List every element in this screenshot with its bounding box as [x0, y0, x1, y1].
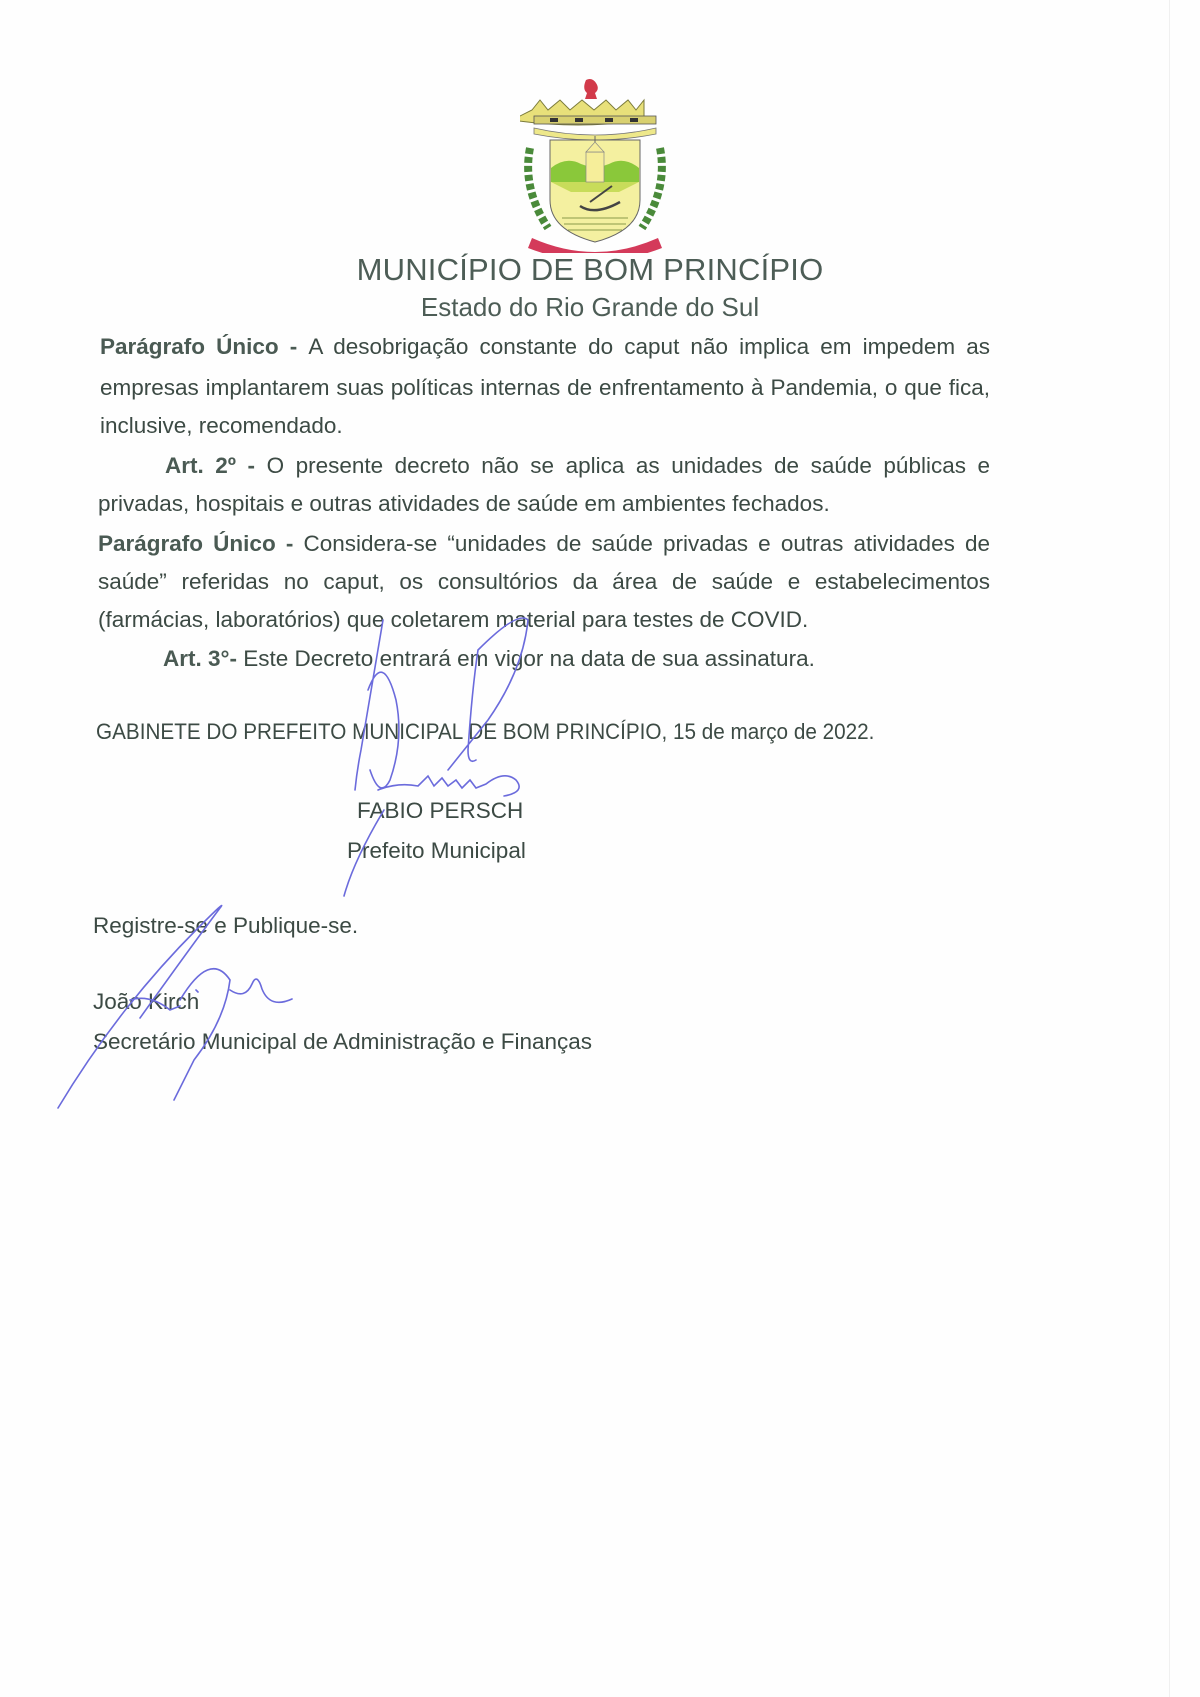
article-2-line-1: Art. 2º - O presente decreto não se aplica as unidades de saúde públicas e	[165, 453, 991, 478]
paragraph-unico-1-line-2: empresas implantarem suas políticas internas de enfrentamento à Pandemia, o que fica,	[100, 375, 990, 400]
paragraph-unico-2-line-2: saúde” referidas no caput, os consultórios da área de saúde e estabelecimentos	[98, 569, 990, 594]
secretary-name: João Kirch	[93, 989, 200, 1014]
paragraph-label: Parágrafo Único	[100, 334, 279, 359]
article-3: Art. 3°- Este Decreto entrará em vigor na data de sua assinatura.	[163, 646, 815, 671]
coat-of-arms-icon	[520, 78, 670, 253]
mayor-role: Prefeito Municipal	[347, 838, 526, 863]
paragraph-label: Parágrafo Único	[98, 531, 276, 556]
state-subtitle: Estado do Rio Grande do Sul	[420, 292, 760, 322]
location-date: GABINETE DO PREFEITO MUNICIPAL DE BOM PRINCÍPIO, 15 de março de 2022.	[96, 719, 875, 744]
paragraph-unico-2-line-1: Parágrafo Único - Considera-se “unidades de saúde privadas e outras atividades de	[98, 531, 990, 556]
registration-text: Registre-se e Publique-se.	[93, 913, 359, 938]
article-label: Art. 2º	[165, 453, 237, 478]
paragraph-unico-2-line-3: (farmácias, laboratórios) que coletarem material para testes de COVID.	[98, 607, 809, 632]
paragraph-unico-1-line-1: Parágrafo Único - A desobrigação constante do caput não implica em impedem as	[100, 334, 990, 359]
municipality-title: MUNICÍPIO DE BOM PRINCÍPIO	[356, 252, 824, 287]
secretary-role: Secretário Municipal de Administração e Finanças	[93, 1029, 592, 1054]
mayor-name: FABIO PERSCH	[357, 798, 524, 823]
paragraph-unico-1-line-3: inclusive, recomendado.	[100, 413, 343, 438]
article-2-line-2: privadas, hospitais e outras atividades de saúde em ambientes fechados.	[98, 491, 830, 516]
article-label: Art. 3°	[163, 646, 230, 671]
